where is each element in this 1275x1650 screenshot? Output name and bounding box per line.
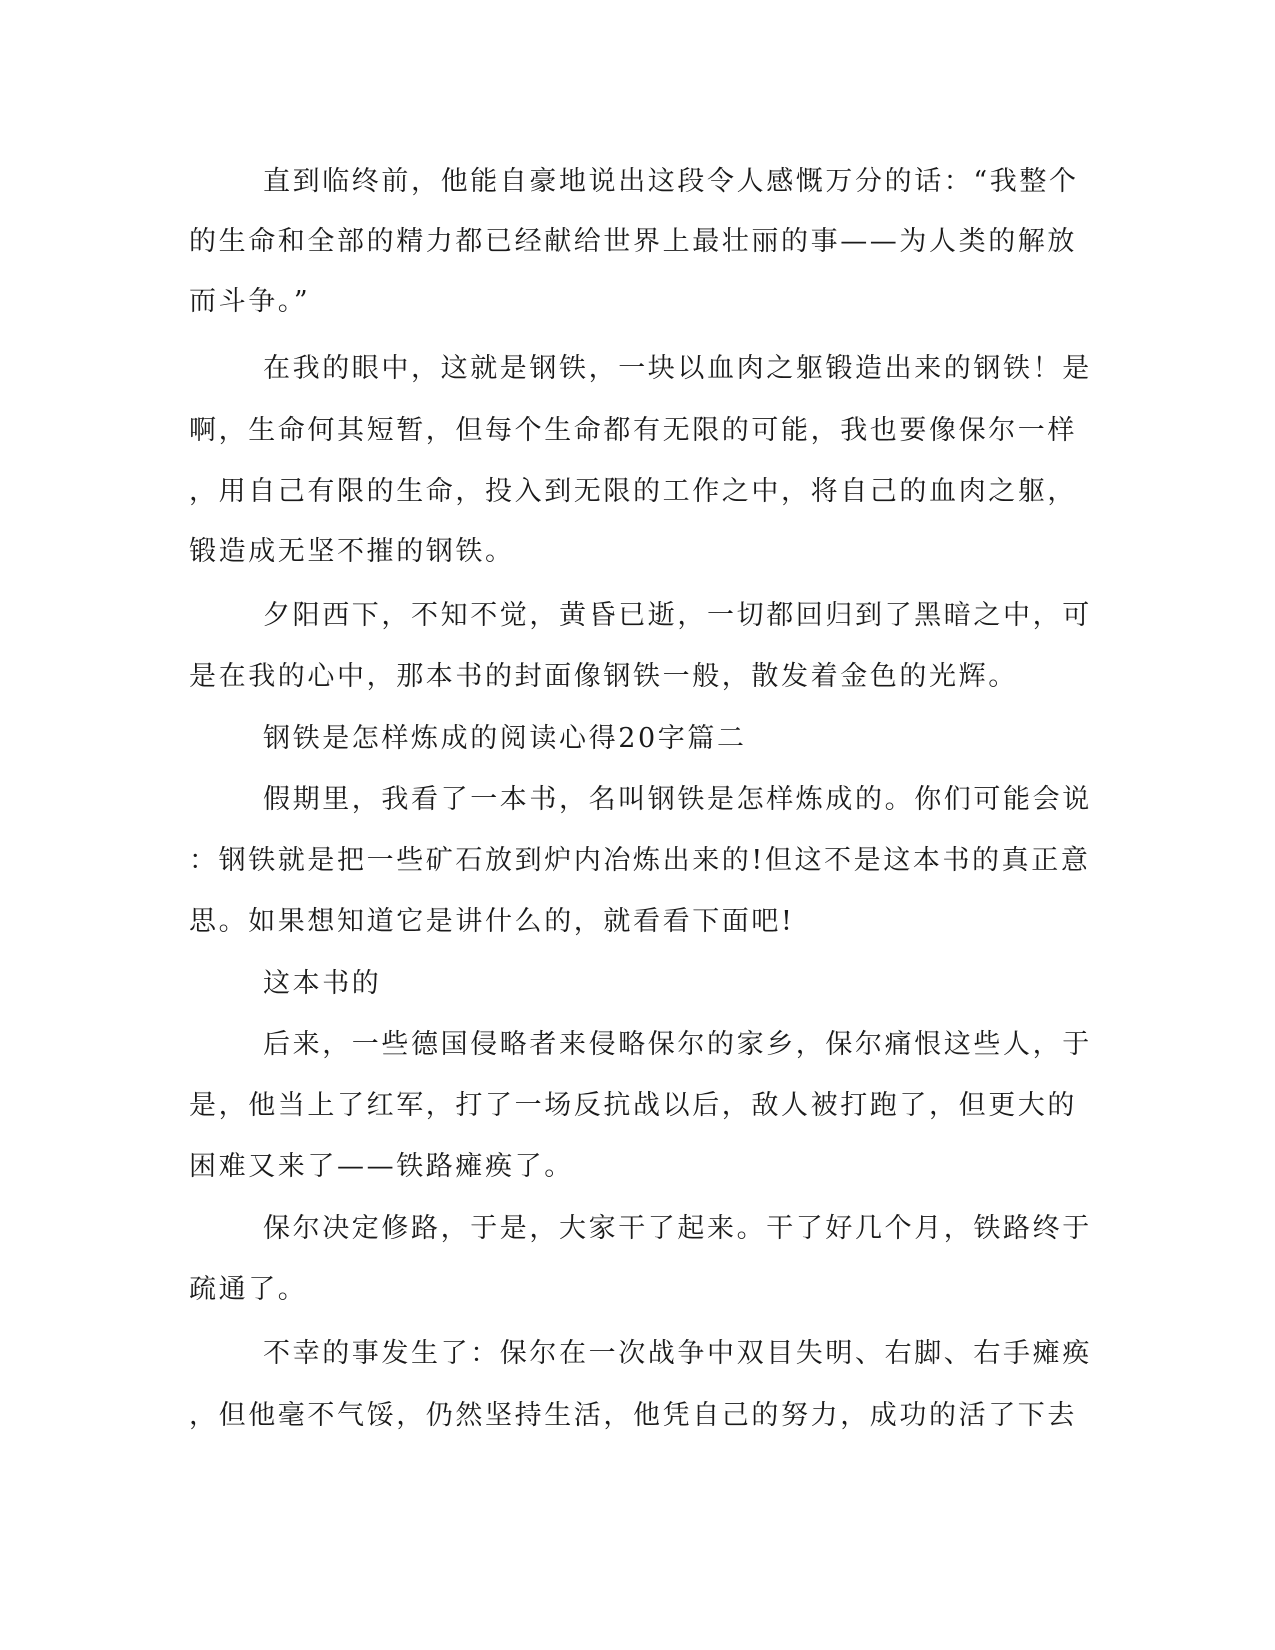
- line-text: ：钢铁就是把一些矿石放到炉内冶炼出来的!但这不是这本书的真正意: [189, 845, 1091, 876]
- text-line: [0, 162, 1275, 202]
- text-line: [0, 596, 1275, 636]
- text-line: [0, 902, 1275, 942]
- text-line: [0, 1270, 1275, 1310]
- line-text: ，用自己有限的生命，投入到无限的工作之中，将自己的血肉之躯，: [189, 476, 1077, 507]
- line-text: 在我的眼中，这就是钢铁，一块以血肉之躯锻造出来的钢铁！是: [263, 353, 1092, 384]
- text-line: [0, 1086, 1275, 1126]
- line-text: 是在我的心中，那本书的封面像钢铁一般，散发着金色的光辉。: [189, 661, 1018, 692]
- text-line: [0, 1025, 1275, 1065]
- line-text: 夕阳西下，不知不觉，黄昏已逝，一切都回归到了黑暗之中，可: [263, 600, 1092, 631]
- text-line: [0, 411, 1275, 451]
- line-text: 疏通了。: [189, 1274, 308, 1305]
- line-text: ，但他毫不气馁，仍然坚持生活，他凭自己的努力，成功的活了下去: [189, 1400, 1077, 1431]
- line-text: 的生命和全部的精力都已经献给世界上最壮丽的事——为人类的解放: [189, 226, 1077, 257]
- text-line: [0, 282, 1275, 322]
- line-text: 锻造成无坚不摧的钢铁。: [189, 536, 515, 567]
- line-text: 而斗争。”: [189, 286, 311, 317]
- text-line: [0, 472, 1275, 512]
- text-line: [0, 1147, 1275, 1187]
- text-line: [0, 222, 1275, 262]
- section-heading: [0, 719, 1275, 759]
- line-text: 不幸的事发生了：保尔在一次战争中双目失明、右脚、右手瘫痪: [263, 1338, 1092, 1369]
- text-line: [0, 532, 1275, 572]
- line-text: 思。如果想知道它是讲什么的，就看看下面吧!: [189, 906, 795, 937]
- line-text: 这本书的: [263, 968, 382, 999]
- text-line: [0, 349, 1275, 389]
- line-text: 是，他当上了红军，打了一场反抗战以后，敌人被打跑了，但更大的: [189, 1090, 1077, 1121]
- text-line: [0, 780, 1275, 820]
- text-line: [0, 841, 1275, 881]
- section-heading-text: 钢铁是怎样炼成的阅读心得20字篇二: [263, 723, 747, 754]
- text-line: [0, 964, 1275, 1004]
- text-line: [0, 1209, 1275, 1249]
- line-text: 后来，一些德国侵略者来侵略保尔的家乡，保尔痛恨这些人，于: [263, 1029, 1092, 1060]
- text-line: [0, 1396, 1275, 1436]
- line-text: 困难又来了——铁路瘫痪了。: [189, 1151, 574, 1182]
- line-text: 啊，生命何其短暂，但每个生命都有无限的可能，我也要像保尔一样: [189, 415, 1077, 446]
- text-line: [0, 657, 1275, 697]
- line-text: 直到临终前，他能自豪地说出这段令人感慨万分的话：“我整个: [263, 166, 1079, 197]
- line-text: 保尔决定修路，于是，大家干了起来。干了好几个月，铁路终于: [263, 1213, 1092, 1244]
- text-line: [0, 1334, 1275, 1374]
- line-text: 假期里，我看了一本书，名叫钢铁是怎样炼成的。你们可能会说: [263, 784, 1092, 815]
